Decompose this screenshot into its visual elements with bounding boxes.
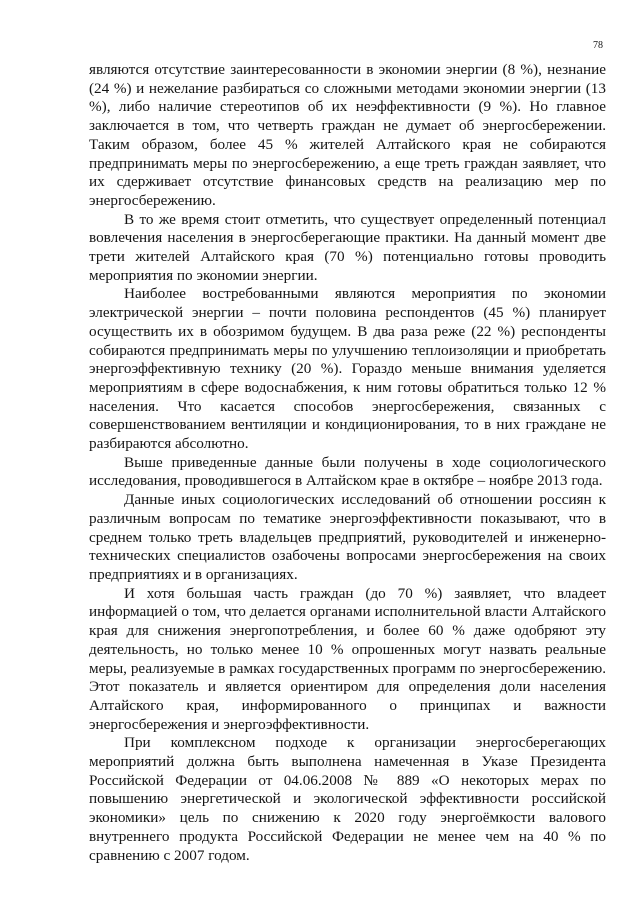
- paragraph: Выше приведенные данные были получены в ходе социологического исследования, проводившегося в Алтайском крае в октябре – ноябре 2013 года.: [89, 453, 606, 490]
- paragraph: Данные иных социологических исследований об отношении россиян к различным вопросам по тематике энергоэффективности показывают, что в среднем только треть владельцев предприятий, руководителей и инженерно-технических специалистов озабочены вопросами энергосбережения на своих предприятиях и в организациях.: [89, 491, 606, 583]
- paragraph: И хотя большая часть граждан (до 70 %) заявляет, что владеет информацией о том, что делается органами исполнительной власти Алтайского края для снижения энергопотребления, и более 60 % даже одобряют эту деятельность, но только менее 10 % опрошенных могут назвать реальные меры, реализуемые в рамках государственных программ по энергосбережению. Этот показатель и является ориентиром для определения доли населения Алтайского края, информированного о принципах и важности энергосбережения и энергоэффективности.: [89, 584, 606, 733]
- paragraph-continuation: являются отсутствие заинтересованности в экономии энергии (8 %), незнание (24 %) и нежелание разбираться со сложными методами экономии энергии (13 %), либо наличие стереотипов об их неэффективности (9 %). Но главное заключается в том, что четверть граждан не думает об энергосбережении. Таким образом, более 45 % жителей Алтайского края не собираются предпринимать меры по энергосбережению, а еще треть граждан заявляет, что их сдерживает отсутствие финансовых средств на реализацию мер по энергосбережению.: [89, 61, 606, 209]
- paragraph: При комплексном подходе к организации энергосберегающих мероприятий должна быть выполнена намеченная в Указе Президента Российской Федерации от 04.06.2008 № 889 «О некоторых мерах по повышению энергетической и экологической эффективности российской экономики» цель по снижению к 2020 году энергоёмкости валового внутреннего продукта Российской Федерации не менее чем на 40 % по сравнению с 2007 годом.: [89, 734, 606, 864]
- paragraph: В то же время стоит отметить, что существует определенный потенциал вовлечения населения в энергосберегающие практики. На данный момент две трети жителей Алтайского края (70 %) потенциально готовы проводить мероприятия по экономии энергии.: [89, 210, 606, 284]
- page-number: 78: [593, 40, 603, 51]
- body-text: [89, 61, 606, 865]
- paragraph: Наиболее востребованными являются мероприятия по экономии электрической энергии – почти половина респондентов (45 %) планирует осуществить их в обозримом будущем. В два раза реже (22 %) респонденты собираются предпринимать меры по улучшению теплоизоляции и приобретать энергоэффективную технику (20 %). Гораздо меньше внимания уделяется мероприятиям в сфере водоснабжения, к ним готовы обратиться только 12 % населения. Что касается способов энергосбережения, связанных с совершенствованием вентиляции и кондиционирования, то в них граждане не разбираются абсолютно.: [89, 285, 606, 453]
